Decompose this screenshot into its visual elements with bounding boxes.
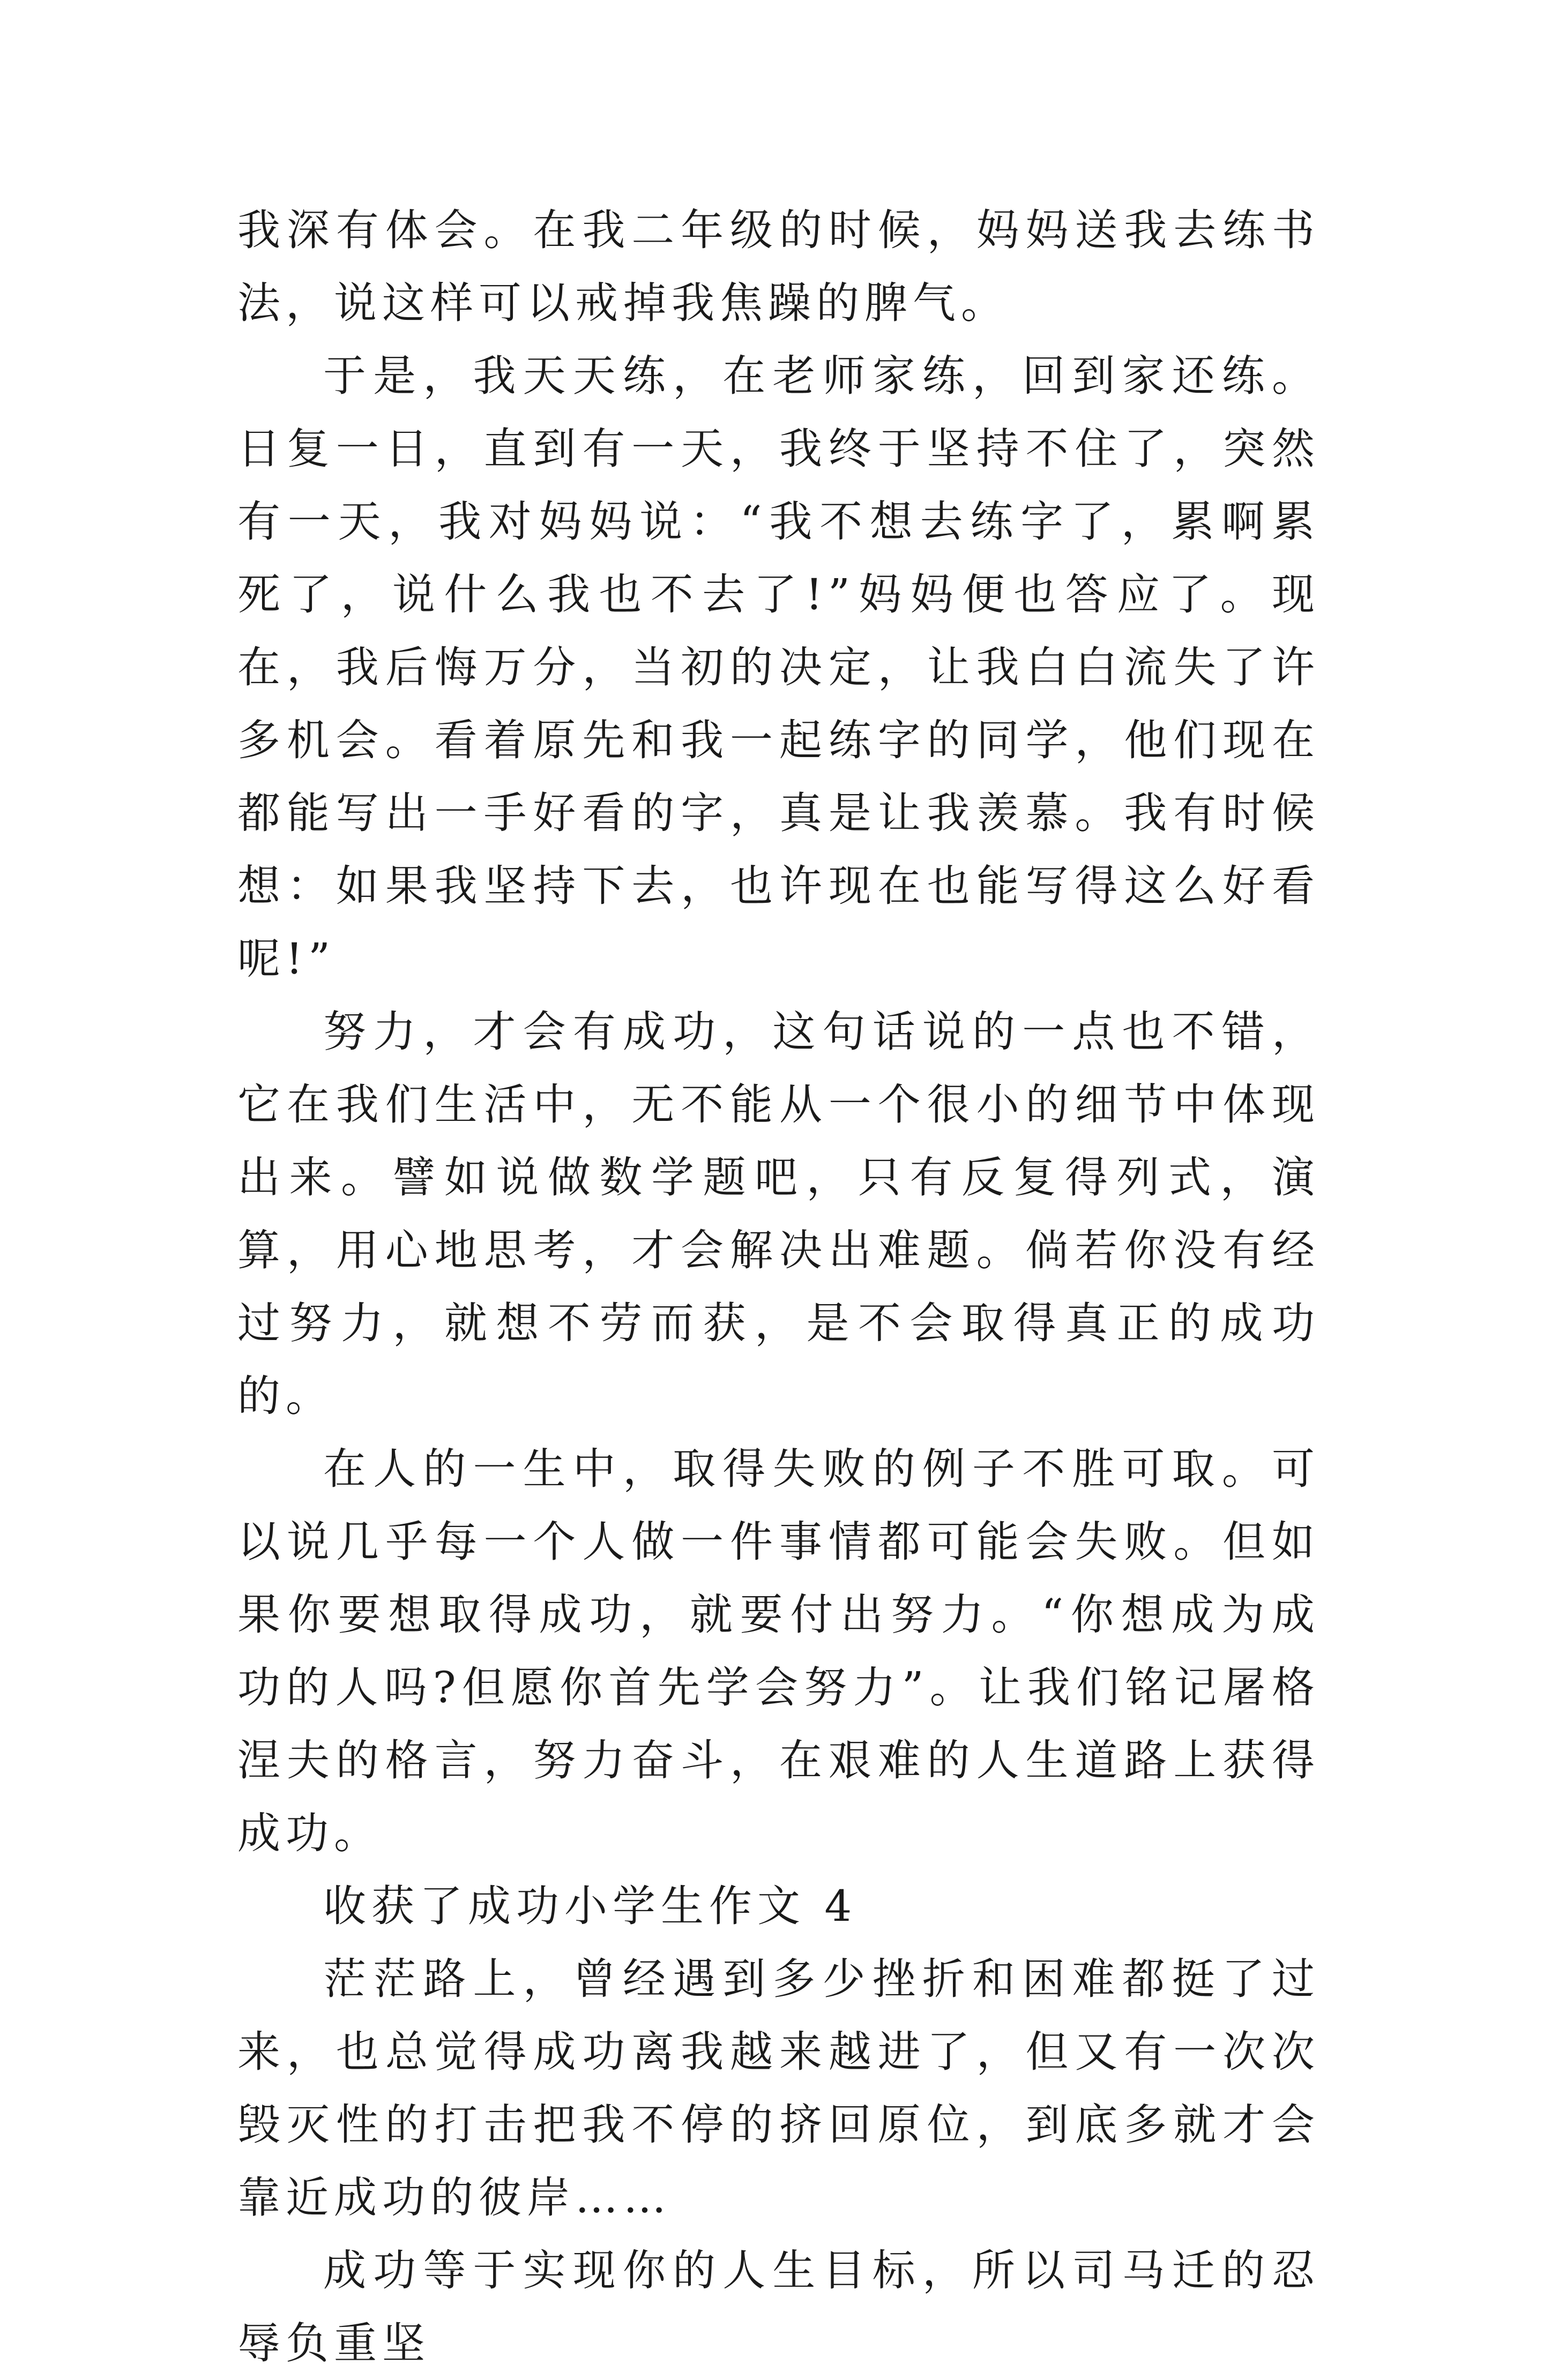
paragraph-2: 于是，我天天练，在老师家练，回到家还练。日复一日，直到有一天，我终于坚持不住了，突然有一天，我对妈妈说：“我不想去练字了，累啊累死了，说什么我也不去了!”妈妈便也答应了。现在，我后悔万分，当初的决定，让我白白流失了许多机会。看着原先和我一起练字的同学，他们现在都能写出一手好看的字，真是让我羡慕。我有时候想：如果我坚持下去，也许现在也能写得这么好看呢!” <box>237 351 1320 984</box>
paragraph-6: 成功等于实现你的人生目标，所以司马迁的忍辱负重坚 <box>237 2246 1320 2368</box>
paragraph-4: 在人的一生中，取得失败的例子不胜可取。可以说几乎每一个人做一件事情都可能会失败。但如果你要想取得成功，就要付出努力。“你想成为成功的人吗?但愿你首先学会努力”。让我们铭记屠格涅夫的格言，努力奋斗，在艰难的人生道路上获得成功。 <box>237 1444 1320 1858</box>
paragraph-1: 我深有体会。在我二年级的时候，妈妈送我去练书法，说这样可以戒掉我焦躁的脾气。 <box>237 205 1320 328</box>
section-heading: 收获了成功小学生作文 4 <box>323 1881 857 1931</box>
document-body <box>237 194 1320 2380</box>
paragraph-3: 努力，才会有成功，这句话说的一点也不错，它在我们生活中，无不能从一个很小的细节中体现出来。譬如说做数学题吧，只有反复得列式，演算，用心地思考，才会解决出难题。倘若你没有经过努力，就想不劳而获，是不会取得真正的成功的。 <box>237 1007 1320 1421</box>
paragraph-5: 茫茫路上，曾经遇到多少挫折和困难都挺了过来，也总觉得成功离我越来越进了，但又有一次次毁灭性的打击把我不停的挤回原位，到底多就才会靠近成功的彼岸…… <box>237 1954 1320 2222</box>
